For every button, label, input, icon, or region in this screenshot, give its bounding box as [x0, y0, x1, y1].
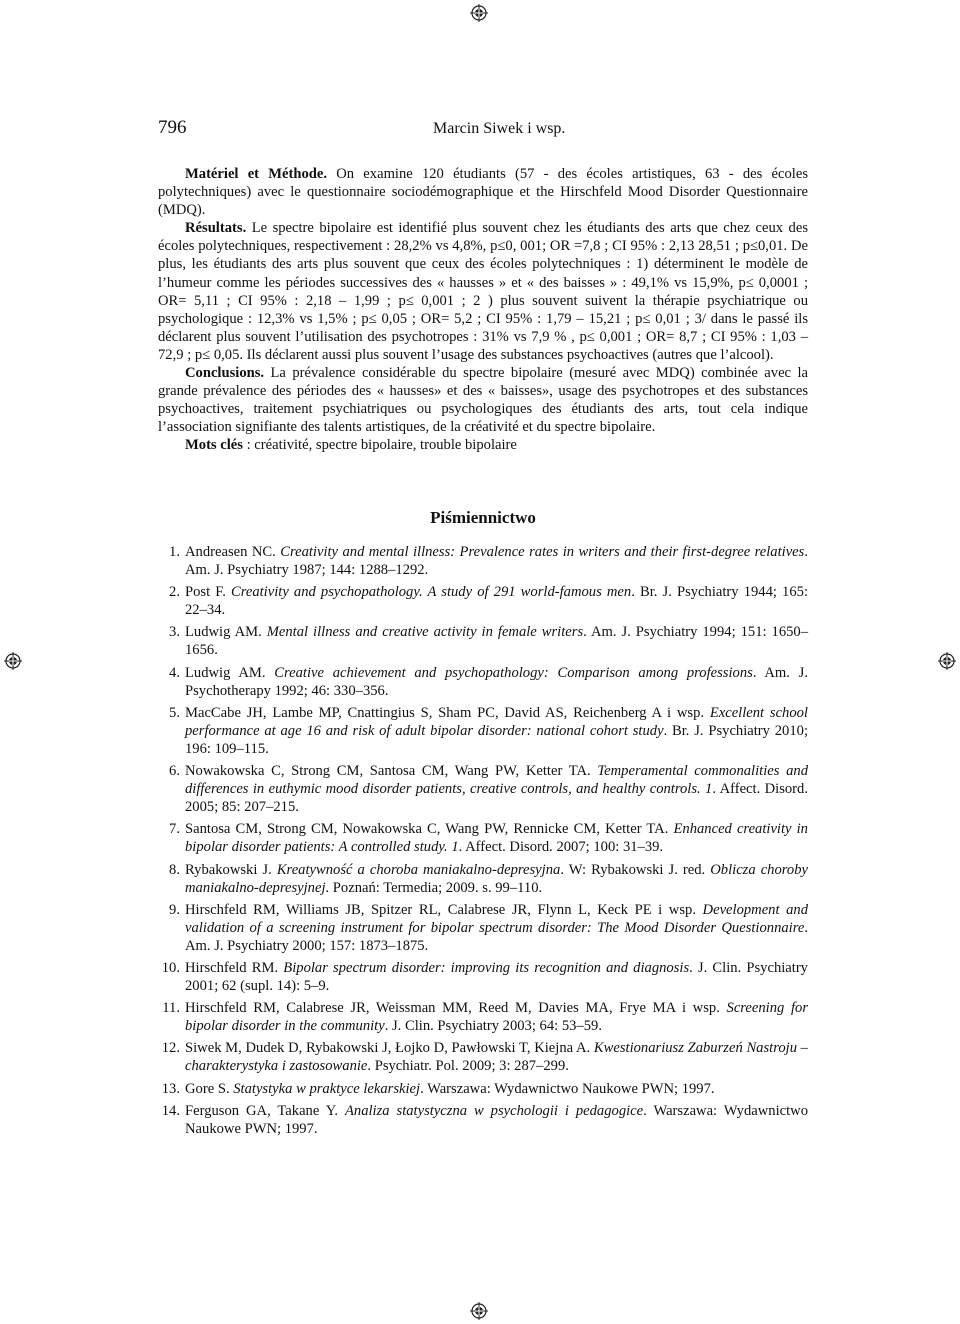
reference-source: . Warszawa: Wydawnictwo Naukowe PWN; 1997.: [420, 1080, 715, 1097]
reference-authors: MacCabe JH, Lambe MP, Cnattingius S, Sham PC, David AS, Reichenberg A i wsp.: [185, 704, 705, 721]
reference-authors: Hirschfeld RM, Calabrese JR, Weissman MM, Reed M, Davies MA, Frye MA i wsp.: [185, 1000, 720, 1017]
reference-number: 3.: [169, 624, 180, 641]
reference-authors: Hirschfeld RM, Williams JB, Spitzer RL, Calabrese JR, Flynn L, Keck PE i wsp.: [185, 901, 696, 918]
reference-authors: Rybakowski J.: [185, 861, 272, 878]
reference-publisher: . Poznań: Termedia; 2009. s. 99–110.: [325, 879, 543, 896]
reference-source: . Am. J. Psychotherapy 1992; 46: 330–356.: [185, 664, 808, 699]
conclusions-text: La prévalence considérable du spectre bipolaire (mesuré avec MDQ) combinée avec la grande prévalence des périodes des « hausses» et des « baisses», usage des psychotropes et des substances psychoactives, traitement psychiatriques ou psychologiques des étudiants des arts, tout cela indique l’association signifiante des talents artistiques, de la créativité et du spectre bipolaire.: [158, 365, 808, 436]
reference-source: . Am. J. Psychiatry 2000; 157: 1873–1875.: [185, 919, 808, 954]
registration-mark-icon: [938, 652, 956, 670]
reference-item: [158, 1102, 808, 1138]
reference-authors: Ludwig AM.: [185, 624, 262, 641]
reference-title: Development and validation of a screening instrument for bipolar spectrum disorder: The Mood Disorder Questionnaire: [185, 901, 808, 936]
reference-title: Analiza statystyczna w psychologii i pedagogice: [344, 1102, 644, 1119]
reference-authors: Post F.: [185, 584, 226, 601]
registration-mark-icon: [470, 1302, 488, 1320]
reference-item: [158, 704, 808, 758]
reference-item: [158, 583, 808, 619]
reference-source: . J. Clin. Psychiatry 2003; 64: 53–59.: [384, 1018, 602, 1035]
reference-item: [158, 1039, 808, 1075]
reference-number: 6.: [169, 763, 180, 780]
reference-title: Kwestionariusz Zaburzeń Nastroju – charakterystyka i zastosowanie: [185, 1040, 808, 1075]
running-head: Marcin Siwek i wsp.: [433, 120, 566, 137]
methods-label: Matériel et Méthode.: [185, 166, 328, 182]
registration-mark-icon: [4, 652, 22, 670]
reference-title: Kreatywność a choroba maniakalno-depresyjna: [276, 861, 561, 878]
reference-item: [158, 959, 808, 995]
reference-authors: Andreasen NC.: [185, 544, 276, 560]
reference-authors: Ludwig AM.: [185, 664, 266, 681]
conclusions-label: Conclusions.: [185, 365, 265, 382]
reference-number: 4.: [169, 664, 180, 681]
reference-title: Creative achievement and psychopathology: Comparison among professions: [274, 664, 753, 681]
reference-item: [158, 999, 808, 1035]
reference-book-title: Oblicza choroby maniakalno-depresyjnej: [185, 861, 808, 896]
reference-source: . Affect. Disord. 2007; 100: 31–39.: [458, 839, 664, 856]
abstract: [158, 165, 808, 455]
abstract-conclusions: [158, 364, 808, 436]
reference-title: Statystyka w praktyce lekarskiej: [233, 1080, 421, 1097]
reference-list: [158, 543, 808, 1142]
reference-item: [158, 762, 808, 816]
keywords-text: : créativité, spectre bipolaire, trouble bipolaire: [242, 437, 517, 454]
abstract-methods: [158, 165, 808, 219]
reference-item: [158, 820, 808, 856]
reference-number: 12.: [161, 1040, 180, 1057]
reference-number: 13.: [161, 1080, 180, 1097]
reference-item: [158, 543, 808, 579]
reference-number: 2.: [169, 584, 180, 601]
keywords-label: Mots clés: [185, 437, 243, 454]
reference-authors: Hirschfeld RM.: [185, 959, 279, 976]
abstract-results: [158, 219, 808, 364]
page-number: 796: [158, 117, 187, 138]
reference-authors: Gore S.: [185, 1080, 230, 1097]
reference-number: 8.: [169, 861, 180, 878]
reference-item: [158, 664, 808, 700]
reference-item: [158, 623, 808, 659]
reference-source: . Am. J. Psychiatry 1987; 144: 1288–1292.: [185, 544, 808, 579]
methods-text: On examine 120 étudiants (57 - des écoles artistiques, 63 - des écoles polytechniques) avec le questionnaire sociodémographique et the Hirschfeld Mood Disorder Questionnaire (MDQ).: [158, 166, 809, 219]
reference-title: Excellent school performance at age 16 and risk of adult bipolar disorder: national cohort study: [185, 704, 808, 739]
reference-item: [158, 1080, 808, 1098]
reference-number: 1.: [169, 544, 180, 560]
reference-authors: Santosa CM, Strong CM, Nowakowska C, Wang PW, Rennicke CM, Ketter TA.: [185, 821, 669, 838]
reference-title: Temperamental commonalities and differences in euthymic mood disorder patients, creative controls, and healthy controls. 1: [185, 763, 808, 798]
reference-authors: Siwek M, Dudek D, Rybakowski J, Łojko D, Pawłowski T, Kiejna A.: [185, 1040, 591, 1057]
results-label: Résultats.: [185, 220, 247, 237]
reference-source: . W: Rybakowski J. red.: [560, 861, 711, 878]
reference-source: . Psychiatr. Pol. 2009; 3: 287–299.: [367, 1058, 569, 1075]
reference-item: [158, 861, 808, 897]
reference-title: Bipolar spectrum disorder: improving its recognition and diagnosis: [283, 959, 690, 976]
reference-item: [158, 901, 808, 955]
reference-number: 7.: [169, 821, 180, 838]
reference-title: Screening for bipolar disorder in the community: [185, 1000, 809, 1035]
reference-source: . Am. J. Psychiatry 1994; 151: 1650–1656.: [185, 624, 809, 659]
reference-source: . Br. J. Psychiatry 1944; 165: 22–34.: [185, 584, 808, 619]
references-heading: Piśmiennictwo: [430, 508, 536, 527]
reference-title: Creativity and mental illness: Prevalence rates in writers and their first-degree relatives: [280, 544, 805, 560]
reference-title: Enhanced creativity in bipolar disorder patients: A controlled study. 1: [185, 821, 808, 856]
registration-mark-icon: [470, 4, 488, 22]
reference-number: 10.: [161, 959, 180, 976]
reference-source: . Affect. Disord. 2005; 85: 207–215.: [185, 781, 808, 816]
results-text: Le spectre bipolaire est identifié plus souvent chez les étudiants des arts que chez ceux des écoles polytechniques, respectivement : 28,2% vs 4,8%, p≤0, 001; OR =7,8 ; CI 95% : 2,13 28,51 ; p≤0,01. De plus, les étudiants des arts plus souvent que ceux des écoles polytechniques : 1) déterminent le modèle de l’humeur comme les périodes successives des « hausses » et « des baisses » : 49,1% vs 15,9%, p≤ 0,0001 ; OR= 5,11 ; CI 95% : 2,18 – 1,99 ; p≤ 0,001 ; 2 ) plus souvent suivent la thérapie psychiatrique ou psychologique : 12,3% vs 1,5% ; p≤ 0,05 ; OR= 5,2 ; CI 95% : 1,79 – 15,21 ; p≤ 0,01 ; 3/ dans le passé ils déclarent plus souvent l’utilisation des psychotropes : 31% vs 7,9 % , p≤ 0,001 ; OR= 8,7 ; CI 95% : 1,03 – 72,9 ; p≤ 0,05. Ils déclarent aussi plus souvent l’usage des substances psychoactives (autres que l’alcool).: [158, 220, 808, 363]
reference-number: 11.: [162, 1000, 180, 1017]
reference-number: 14.: [161, 1102, 180, 1119]
reference-source: . Br. J. Psychiatry 2010; 196: 109–115.: [185, 722, 809, 757]
reference-number: 5.: [169, 704, 180, 721]
reference-authors: Ferguson GA, Takane Y.: [185, 1102, 339, 1119]
reference-authors: Nowakowska C, Strong CM, Santosa CM, Wang PW, Ketter TA.: [185, 763, 591, 780]
reference-source: . Warszawa: Wydawnictwo Naukowe PWN; 1997.: [185, 1102, 809, 1137]
reference-title: Mental illness and creative activity in female writers: [266, 624, 584, 641]
reference-source: . J. Clin. Psychiatry 2001; 62 (supl. 14): 5–9.: [185, 959, 808, 995]
abstract-keywords: [158, 436, 808, 454]
reference-title: Creativity and psychopathology. A study of 291 world-famous men: [230, 584, 632, 601]
reference-number: 9.: [169, 901, 180, 918]
